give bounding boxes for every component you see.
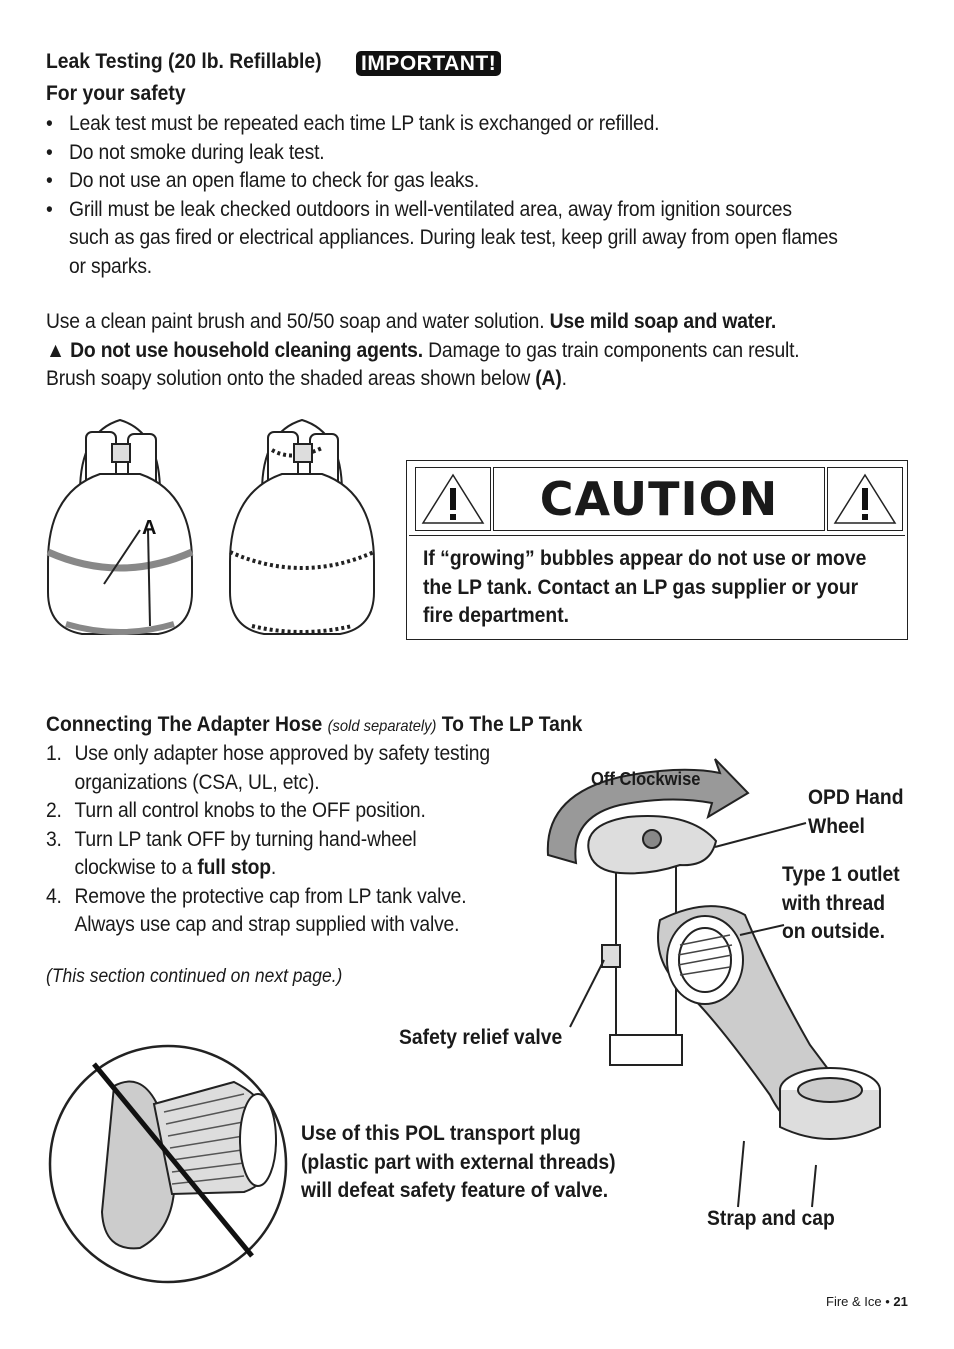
adapter-steps: [46, 740, 490, 940]
lp-tank-illustration-shaded: [40, 412, 200, 644]
bullet-item: • Grill must be leak checked outdoors in well-ventilated area, away from ignition sources such as gas fired or electrical appliances. During leak test, keep grill away from open flames or sparks.: [46, 196, 838, 282]
caution-message: If “growing” bubbles appear do not use or move the LP tank. Contact an LP gas supplier or your fire department.: [423, 547, 867, 627]
important-badge: IMPORTANT!: [356, 51, 501, 76]
safety-relief-valve-label: Safety relief valve: [399, 1026, 563, 1049]
warning-triangle-icon: [420, 472, 486, 526]
step-item: 3. Turn LP tank OFF by turning hand-wheel clockwise to a full stop.: [46, 827, 417, 879]
opd-hand-wheel-label: OPD Hand Wheel: [808, 786, 904, 838]
adapter-heading: Connecting The Adapter Hose (sold separately) To The LP Tank: [46, 713, 583, 736]
strap-and-cap-label: Strap and cap: [707, 1207, 835, 1230]
off-clockwise-label: Off Clockwise: [591, 769, 701, 789]
type1-outlet-label: Type 1 outlet with thread on outside.: [782, 863, 900, 943]
left-warning-box: [415, 467, 491, 531]
footer-brand: Fire & Ice •: [826, 1294, 890, 1309]
leak-heading: Leak Testing (20 lb. Refillable): [46, 50, 322, 73]
leak-heading-row: [46, 50, 346, 74]
page-footer: [826, 1294, 908, 1309]
pol-warning: Use of this POL transport plug (plastic part with external threads) will defeat safety feature of valve.: [301, 1122, 616, 1202]
pol-transport-plug-illustration: [44, 1042, 294, 1288]
safety-bullets: [46, 110, 838, 281]
lp-tank-illustration-bubbles: [222, 412, 382, 644]
warning-triangle-icon: [832, 472, 898, 526]
bullet-item: • Do not use an open flame to check for gas leaks.: [46, 167, 838, 196]
step-item: 2. Turn all control knobs to the OFF position.: [46, 799, 426, 822]
page-number: 21: [893, 1294, 908, 1309]
continued-note: (This section continued on next page.): [46, 966, 343, 987]
safety-subheading: For your safety: [46, 82, 186, 105]
bullet-item: • Leak test must be repeated each time LP tank is exchanged or refilled.: [46, 110, 838, 139]
brush-instructions: Use a clean paint brush and 50/50 soap and water solution. Use mild soap and water. ▲ Do not use household cleaning agents. Damage to gas train components can result. Brush soapy solution onto the shaded areas shown below (A).: [46, 310, 800, 390]
step-item: 1. Use only adapter hose approved by safety testing organizations (CSA, UL, etc).: [46, 742, 490, 794]
shaded-area-label: A: [142, 517, 157, 539]
caution-box: [406, 460, 908, 640]
step-item: 4. Remove the protective cap from LP tank valve. Always use cap and strap supplied with valve.: [46, 884, 467, 936]
warning-text: ▲ Do not use household cleaning agents.: [46, 338, 423, 362]
right-warning-box: [827, 467, 903, 531]
caution-header: [409, 463, 905, 536]
bullet-item: • Do not smoke during leak test.: [46, 139, 838, 168]
caution-title: CAUTION: [493, 467, 825, 531]
